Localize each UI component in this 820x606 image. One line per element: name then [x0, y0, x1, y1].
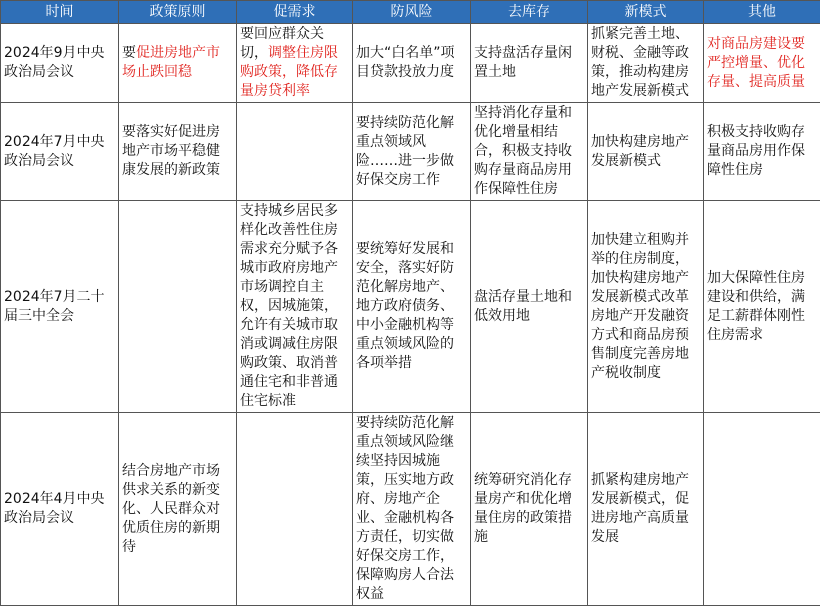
cell-risk: 要统筹好发展和安全，落实好防范化解房地产、地方政府债务、中小金融机构等重点领域风险的各项举措: [353, 201, 471, 413]
cell-demand: [237, 103, 353, 201]
header-new-model: 新模式: [588, 1, 704, 24]
header-other: 其他: [704, 1, 820, 24]
cell-other: [704, 413, 820, 606]
cell-risk: 加大“白名单”项目贷款投放力度: [353, 24, 471, 103]
cell-risk: 要持续防范化解重点领域风险……进一步做好保交房工作: [353, 103, 471, 201]
cell-text: 要回应群众关切，: [240, 26, 324, 61]
cell-principle: [119, 201, 237, 413]
cell-other: 加大保障性住房建设和供给，满足工薪群体刚性住房需求: [704, 201, 820, 413]
table-row: [1, 103, 820, 201]
cell-principle: 要落实好促进房地产市场平稳健康发展的新政策: [119, 103, 237, 201]
highlight-text: 对商品房建设要严控增量、优化存量、提高质量: [707, 36, 805, 90]
row-date: 2024年9月中央政治局会议: [1, 24, 119, 103]
cell-principle: [119, 24, 237, 103]
cell-inventory: 统筹研究消化存量房产和优化增量住房的政策措施: [471, 413, 588, 606]
cell-demand: [237, 24, 353, 103]
cell-inventory: 支持盘活存量闲置土地: [471, 24, 588, 103]
cell-new-model: 抓紧构建房地产发展新模式，促进房地产高质量发展: [588, 413, 704, 606]
cell-other: 积极支持收购存量商品房用作保障性住房: [704, 103, 820, 201]
table-row: [1, 201, 820, 413]
cell-inventory: 盘活存量土地和低效用地: [471, 201, 588, 413]
header-promote-demand: 促需求: [237, 1, 353, 24]
table-row: [1, 413, 820, 606]
cell-text: 要: [122, 45, 136, 61]
table-row: [1, 24, 820, 103]
cell-demand: 支持城乡居民多样化改善性住房需求充分赋予各城市政府房地产市场调控自主权，因城施策，允许有关城市取消或调减住房限购政策、取消普通住宅和非普通住宅标准: [237, 201, 353, 413]
highlight-text: 调整住房限购政策，降低存量房贷利率: [240, 45, 338, 99]
cell-risk: 要持续防范化解重点领域风险继续坚持因城施策，压实地方政府、房地产企业、金融机构各方责任，切实做好保交房工作，保障购房人合法权益: [353, 413, 471, 606]
cell-principle: 结合房地产市场供求关系的新变化、人民群众对优质住房的新期待: [119, 413, 237, 606]
header-time: 时间: [1, 1, 119, 24]
cell-new-model: 加快建立租购并举的住房制度，加快构建房地产发展新模式改革房地产开发融资方式和商品房预售制度完善房地产税收制度: [588, 201, 704, 413]
row-date: 2024年4月中央政治局会议: [1, 413, 119, 606]
cell-other: [704, 24, 820, 103]
header-prevent-risk: 防风险: [353, 1, 471, 24]
highlight-text: 促进房地产市场止跌回稳: [122, 45, 220, 80]
row-date: 2024年7月中央政治局会议: [1, 103, 119, 201]
header-row: [1, 1, 820, 24]
cell-demand: [237, 413, 353, 606]
cell-new-model: 抓紧完善土地、财税、金融等政策，推动构建房地产发展新模式: [588, 24, 704, 103]
cell-inventory: 坚持消化存量和优化增量相结合，积极支持收购存量商品房用作保障性住房: [471, 103, 588, 201]
header-policy-principle: 政策原则: [119, 1, 237, 24]
cell-new-model: 加快构建房地产发展新模式: [588, 103, 704, 201]
row-date: 2024年7月二十届三中全会: [1, 201, 119, 413]
header-destock: 去库存: [471, 1, 588, 24]
